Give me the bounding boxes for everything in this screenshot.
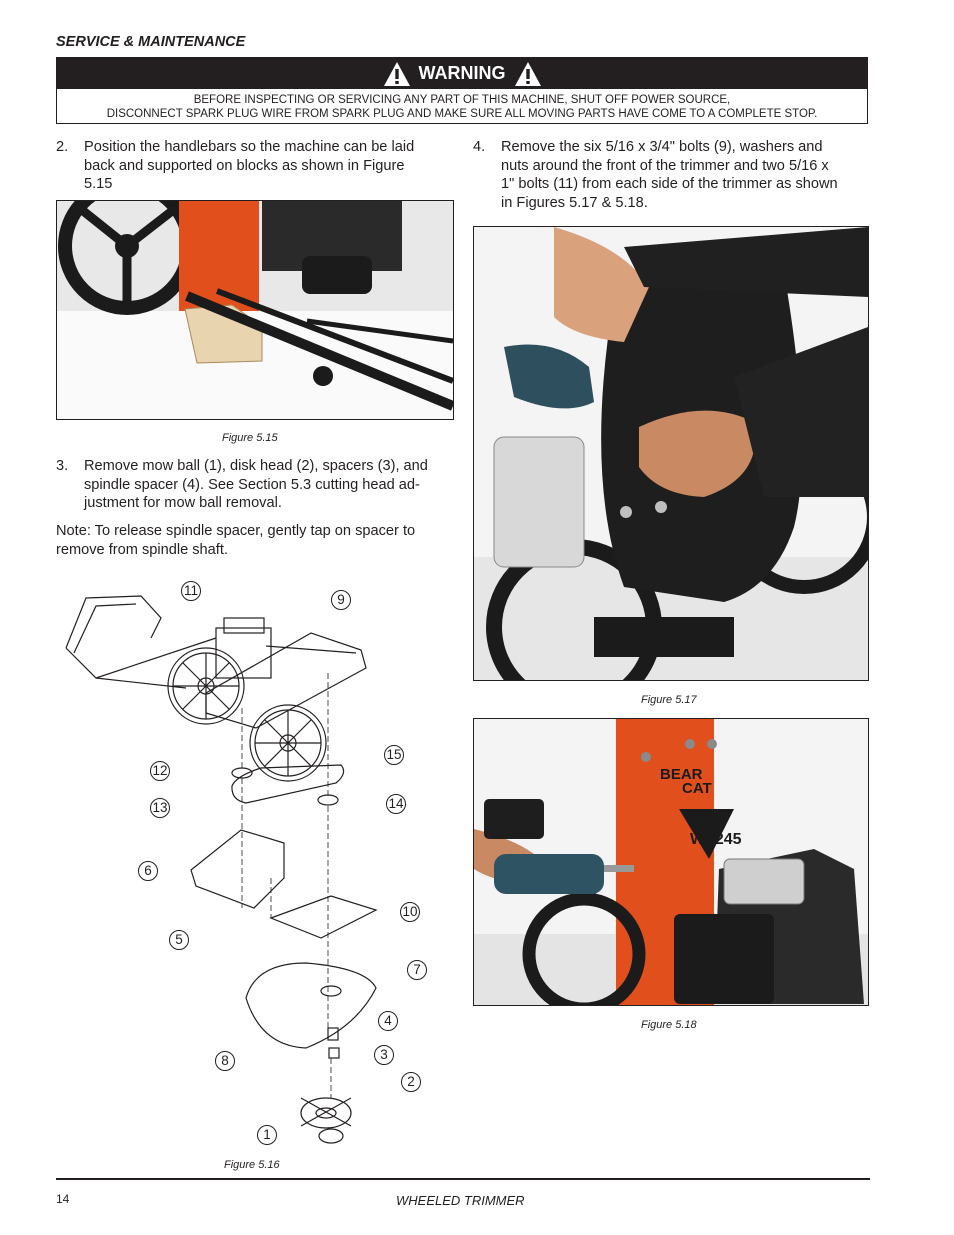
callout-7: 7 <box>407 960 427 980</box>
callout-13: 13 <box>150 798 170 818</box>
step-number: 3. <box>56 458 69 474</box>
figure-5-17-photo <box>473 226 869 681</box>
callout-8: 8 <box>215 1051 235 1071</box>
step-number: 2. <box>56 139 69 155</box>
brand-cat-text: CAT <box>682 780 712 797</box>
callout-15: 15 <box>384 745 404 765</box>
callout-10: 10 <box>400 902 420 922</box>
footer-title: WHEELED TRIMMER <box>396 1193 525 1208</box>
step-line: Position the handlebars so the machine can be laid <box>84 139 415 155</box>
note-line: remove from spindle shaft. <box>56 541 228 558</box>
callout-2: 2 <box>401 1072 421 1092</box>
step-2 <box>56 138 456 198</box>
figure-5-16-diagram <box>56 578 456 1154</box>
step-line: 1" bolts (11) from each side of the trimmer as shown <box>501 176 838 192</box>
warning-triangle-icon <box>514 61 542 87</box>
callout-12: 12 <box>150 761 170 781</box>
step-line: nuts around the front of the trimmer and two 5/16 x <box>501 157 829 174</box>
figure-caption: Figure 5.17 <box>641 694 697 706</box>
note-line: Note: To release spindle spacer, gently tap on spacer to <box>56 523 416 539</box>
step-text <box>501 138 838 212</box>
figure-5-18-photo <box>473 718 869 1006</box>
callout-5: 5 <box>169 930 189 950</box>
callout-4: 4 <box>378 1011 398 1031</box>
warning-text <box>57 93 867 121</box>
warning-header <box>57 58 867 89</box>
callout-6: 6 <box>138 861 158 881</box>
figure-caption: Figure 5.16 <box>224 1159 280 1171</box>
model-text: WT245 <box>690 831 742 848</box>
step-4 <box>473 138 873 214</box>
step-number: 4. <box>473 139 486 155</box>
footer-rule <box>56 1178 870 1180</box>
step-text <box>84 138 414 194</box>
callout-1: 1 <box>257 1125 277 1145</box>
callout-3: 3 <box>374 1045 394 1065</box>
figure-caption: Figure 5.15 <box>222 432 278 444</box>
warning-triangle-icon <box>383 61 411 87</box>
step-3 <box>56 457 456 517</box>
figure-5-15-photo <box>56 200 454 420</box>
step-line: Remove the six 5/16 x 3/4" bolts (9), washers and <box>501 139 823 155</box>
page-number: 14 <box>56 1192 70 1206</box>
step-line: justment for mow ball removal. <box>84 495 282 511</box>
warning-line: DISCONNECT SPARK PLUG WIRE FROM SPARK PLUG AND MAKE SURE ALL MOVING PARTS HAVE COME TO A COMPLETE STOP. <box>106 108 818 120</box>
callout-14: 14 <box>386 794 406 814</box>
callout-11: 11 <box>181 581 201 601</box>
section-title: SERVICE & MAINTENANCE <box>56 34 246 50</box>
warning-line: BEFORE INSPECTING OR SERVICING ANY PART OF THIS MACHINE, SHUT OFF POWER SOURCE, <box>193 94 731 106</box>
warning-box <box>56 57 868 124</box>
step-text <box>84 457 428 513</box>
brand-bear-text: BEAR <box>660 766 703 783</box>
note <box>56 522 456 559</box>
step-line: back and supported on blocks as shown in Figure <box>84 157 405 174</box>
warning-label: WARNING <box>418 63 506 83</box>
step-line: spindle spacer (4). See Section 5.3 cutting head ad- <box>84 476 420 493</box>
figure-caption: Figure 5.18 <box>641 1019 697 1031</box>
callout-9: 9 <box>331 590 351 610</box>
step-line: 5.15 <box>84 176 113 192</box>
step-line: Remove mow ball (1), disk head (2), spacers (3), and <box>84 458 428 474</box>
step-line: in Figures 5.17 & 5.18. <box>501 194 648 211</box>
